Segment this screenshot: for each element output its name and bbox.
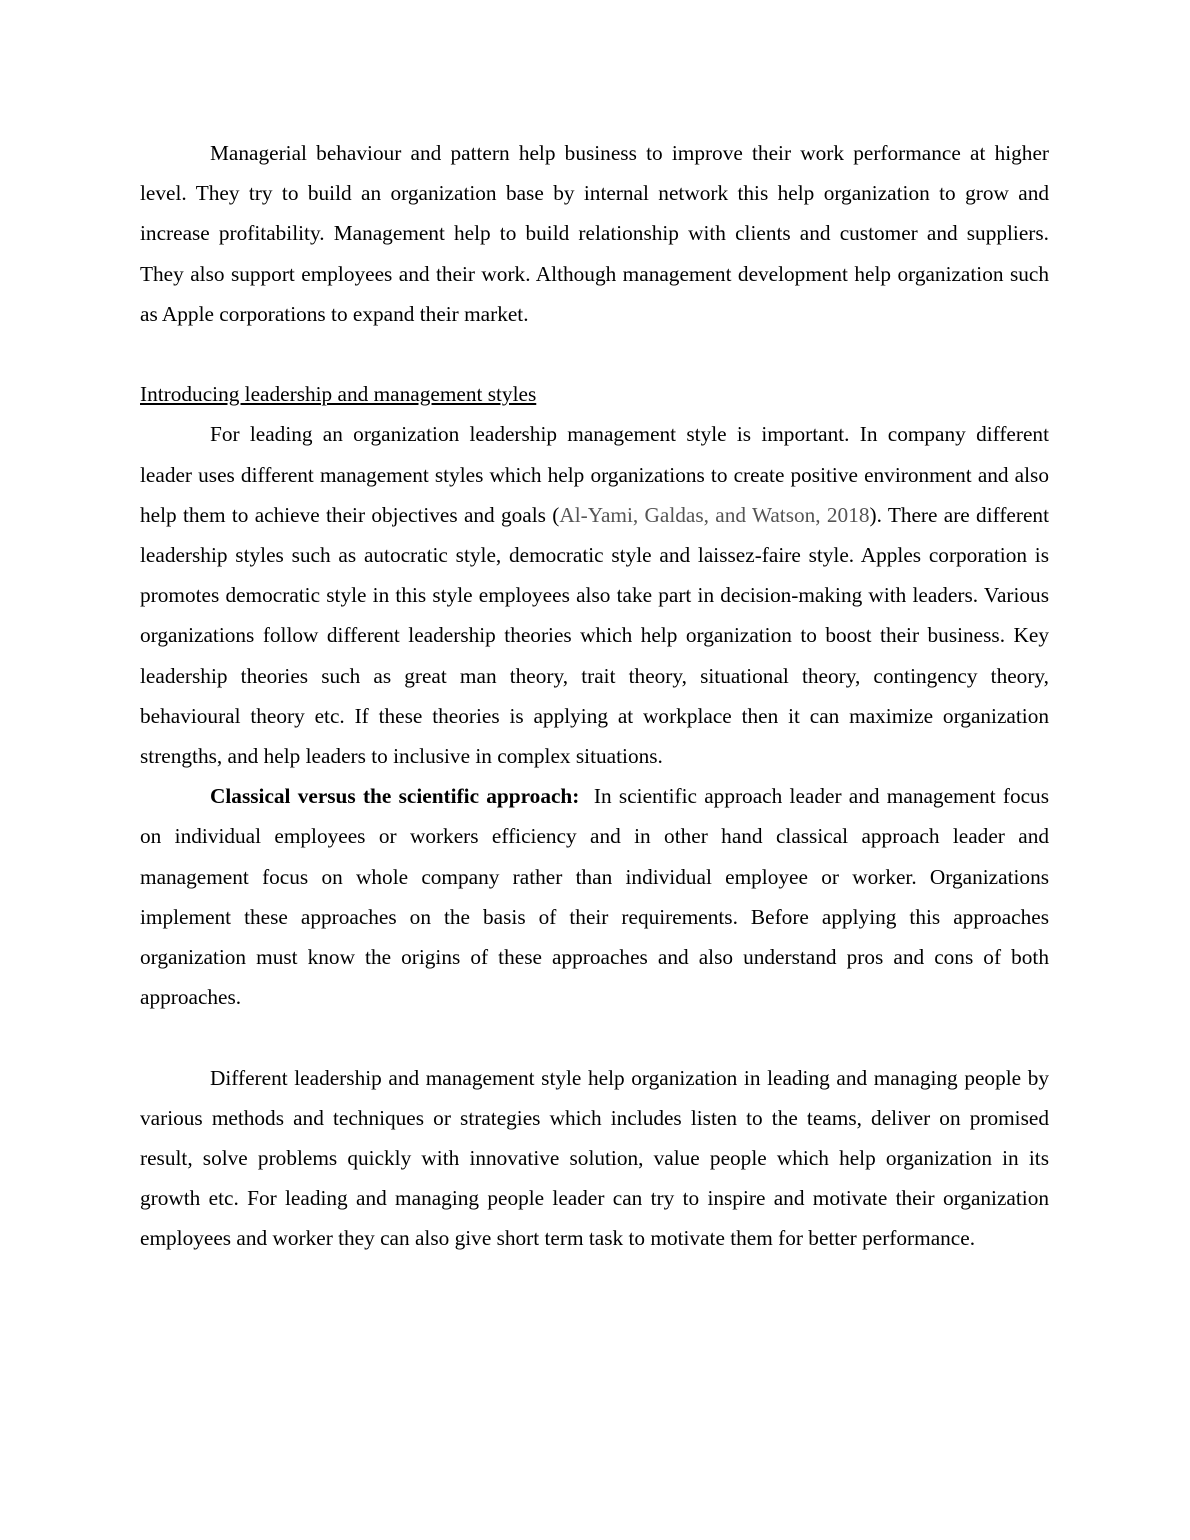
paragraph-leading-managing-people: Different leadership and management style help organization in leading and managing people by various methods and techniques or strategies which includes listen to the teams, deliver on promised result, solve problems quickly with innovative solution, value people which help organization in its growth etc. For leading and managing people leader can try to inspire and motivate their organization employees and worker they can also give short term task to motivate them for better performance. (140, 1065, 1049, 1251)
classical-vs-scientific-text: In scientific approach leader and management focus on individual employees or workers efficiency and in other hand classical approach leader and management focus on whole company rather than individual employee or worker. Organizations implement these approaches on the basis of their requirements. Before applying this approaches organization must know the origins of these approaches and also understand pros and cons of both approaches. (140, 784, 1049, 1010)
paragraph-leadership-styles (140, 414, 1049, 776)
paragraph-managerial-behaviour: Managerial behaviour and pattern help business to improve their work performance at higher level. They try to build an organization base by internal network this help organization to grow and increase profitability. Management help to build relationship with clients and customer and suppliers. They also support employees and their work. Although management development help organization such as Apple corporations to expand their market. (140, 141, 1049, 326)
citation-reference: Al-Yami, Galdas, and Watson, 2018 (559, 502, 870, 527)
document-page (140, 133, 1049, 1259)
paragraph-leadership-text-start: For leading an organization leadership management style is important. In company different leader uses different management styles which help organizations to create positive environment and also help them to achieve their objectives and goals ( (140, 422, 1049, 527)
section-heading-leadership-styles: Introducing leadership and management styles (140, 382, 537, 407)
paragraph-leadership-text-end: ). There are different leadership styles such as autocratic style, democratic style and laissez-faire style. Apples corporation is promotes democratic style in this style employees also take part in decision-making with leaders. Various organizations follow different leadership theories which help organization to boost their business. Key leadership theories such as great man theory, trait theory, situational theory, contingency theory, behavioural theory etc. If these theories is applying at workplace then it can maximize organization strengths, and help leaders to inclusive in complex situations. (140, 502, 1049, 769)
classical-vs-scientific-bold-lead: Classical versus the scientific approach: (210, 784, 580, 809)
paragraph-spacer (140, 334, 1049, 374)
paragraph-spacer (140, 1017, 1049, 1057)
paragraph-classical-vs-scientific (140, 776, 1049, 1017)
